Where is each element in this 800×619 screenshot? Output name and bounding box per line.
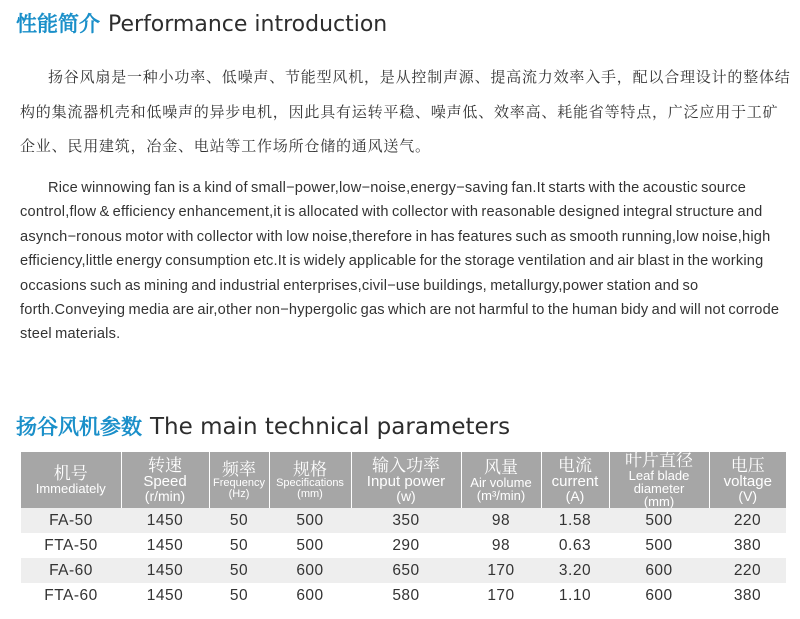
header-en: Specifications bbox=[276, 476, 344, 489]
header-cn: 电压 bbox=[730, 456, 765, 475]
table-row bbox=[21, 508, 786, 533]
header-frequency bbox=[209, 452, 269, 508]
header-unit: (mm) bbox=[297, 487, 323, 500]
cell-specifications: 600 bbox=[269, 558, 351, 583]
cell-voltage: 220 bbox=[709, 558, 786, 583]
cell-current: 1.10 bbox=[558, 586, 592, 604]
performance-heading-en: Performance introduction bbox=[108, 12, 388, 37]
cell-air-volume: 170 bbox=[487, 586, 515, 604]
header-current bbox=[541, 452, 609, 508]
cell-input-power: 350 bbox=[351, 508, 461, 533]
cell-speed: 1450 bbox=[146, 536, 184, 554]
header-unit: (A) bbox=[565, 488, 585, 504]
header-cn: 风量 bbox=[484, 457, 518, 477]
cell-input-power: 580 bbox=[392, 586, 420, 604]
table-row bbox=[21, 583, 786, 608]
header-en: Air volume bbox=[470, 474, 532, 490]
header-cn: 转速 bbox=[148, 456, 182, 475]
cell-blade-diameter: 600 bbox=[645, 586, 673, 604]
performance-heading-cn: 性能简介 bbox=[16, 12, 100, 36]
table-header-row bbox=[21, 452, 786, 508]
intro-paragraph-cn: 扬谷风扇是一种小功率、低噪声、节能型风机，是从控制声源、提高流力效率入手，配以合理设计的整体结构的集流器机壳和低噪声的异步电机，因此具有运转平稳、噪声低、效率高、耗能省等特点，广泛应用于工矿企业、民用建筑，冶金、电站等工作场所仓储的通风送气。 bbox=[20, 68, 791, 155]
cell-model: FTA-50 bbox=[44, 536, 98, 554]
header-unit: (r/min) bbox=[144, 488, 186, 504]
header-input-power bbox=[351, 452, 461, 508]
cell-frequency: 50 bbox=[229, 536, 249, 554]
performance-heading bbox=[16, 8, 387, 38]
header-cn: 电流 bbox=[558, 456, 592, 475]
cell-speed: 1450 bbox=[146, 586, 184, 604]
cell-input-power: 290 bbox=[392, 536, 420, 554]
table-row bbox=[21, 558, 786, 583]
table-row bbox=[21, 533, 786, 558]
header-unit: (m³/min) bbox=[476, 487, 526, 503]
cell-specifications: 500 bbox=[269, 508, 351, 533]
header-cn: 频率 bbox=[222, 459, 256, 479]
parameters-heading-cn: 扬谷风机参数 bbox=[16, 415, 142, 439]
cell-speed: 1450 bbox=[121, 508, 209, 533]
cell-specifications: 500 bbox=[296, 536, 324, 554]
cell-voltage: 380 bbox=[733, 586, 762, 604]
header-en: Speed bbox=[143, 473, 187, 490]
header-unit: (V) bbox=[738, 488, 758, 504]
cell-frequency: 50 bbox=[209, 508, 269, 533]
cell-current: 1.58 bbox=[541, 508, 609, 533]
intro-paragraph-en: Rice winnowing fan is a kind of small−power,low−noise,energy−saving fan.It starts with the acoustic source control,flow & efficiency enhancement,it is allocated with collector with reasonable designed integral structure and asynch−ronous motor with collector with low noise,therefore in has features such as smooth running,low noise,high efficiency,little energy consumption etc.It is widely applicable for the storage ventilation and air blast in the working occasions such as mining and industrial enterprises,civil−use buildings, metallurgy,power station and so forth.Conveying media are air,other non−hypergolic gas which are not harmful to the human bidy and will not corrode steel materials. bbox=[20, 180, 780, 343]
cell-speed: 1450 bbox=[121, 558, 209, 583]
header-specifications bbox=[269, 452, 351, 508]
cell-input-power: 650 bbox=[351, 558, 461, 583]
cell-blade-diameter: 500 bbox=[645, 536, 673, 554]
cell-model: FTA-60 bbox=[44, 586, 98, 604]
header-en: Immediately bbox=[35, 481, 106, 496]
header-unit: (w) bbox=[396, 488, 416, 504]
header-unit: (Hz) bbox=[228, 487, 250, 500]
header-en: Leaf blade diameter bbox=[628, 468, 690, 496]
header-en: Input power bbox=[366, 473, 446, 490]
header-speed bbox=[121, 452, 209, 508]
parameters-heading-en: The main technical parameters bbox=[150, 414, 511, 440]
header-cn: 输入功率 bbox=[372, 456, 440, 475]
header-unit: (mm) bbox=[643, 494, 675, 508]
cell-voltage: 220 bbox=[709, 508, 786, 533]
header-en: Frequency bbox=[213, 476, 265, 489]
header-model bbox=[21, 452, 121, 508]
header-blade-diameter bbox=[609, 452, 709, 508]
cell-voltage: 380 bbox=[733, 536, 762, 554]
cell-frequency: 50 bbox=[209, 558, 269, 583]
header-en: voltage bbox=[723, 473, 772, 490]
cell-blade-diameter: 600 bbox=[609, 558, 709, 583]
cell-current: 0.63 bbox=[558, 536, 592, 554]
cell-model: FA-50 bbox=[21, 508, 121, 533]
parameters-heading bbox=[16, 411, 510, 441]
header-cn: 叶片直径 bbox=[625, 452, 693, 470]
cell-air-volume: 98 bbox=[491, 536, 511, 554]
cell-model: FA-60 bbox=[21, 558, 121, 583]
cell-air-volume: 98 bbox=[461, 508, 541, 533]
header-voltage bbox=[709, 452, 786, 508]
cell-current: 3.20 bbox=[541, 558, 609, 583]
cell-frequency: 50 bbox=[229, 586, 249, 604]
cell-air-volume: 170 bbox=[461, 558, 541, 583]
header-air-volume bbox=[461, 452, 541, 508]
cell-blade-diameter: 500 bbox=[609, 508, 709, 533]
cell-specifications: 600 bbox=[296, 586, 324, 604]
header-en: current bbox=[551, 473, 599, 490]
parameters-table bbox=[21, 452, 786, 608]
header-cn: 规格 bbox=[293, 459, 327, 479]
header-cn: 机号 bbox=[53, 464, 88, 483]
